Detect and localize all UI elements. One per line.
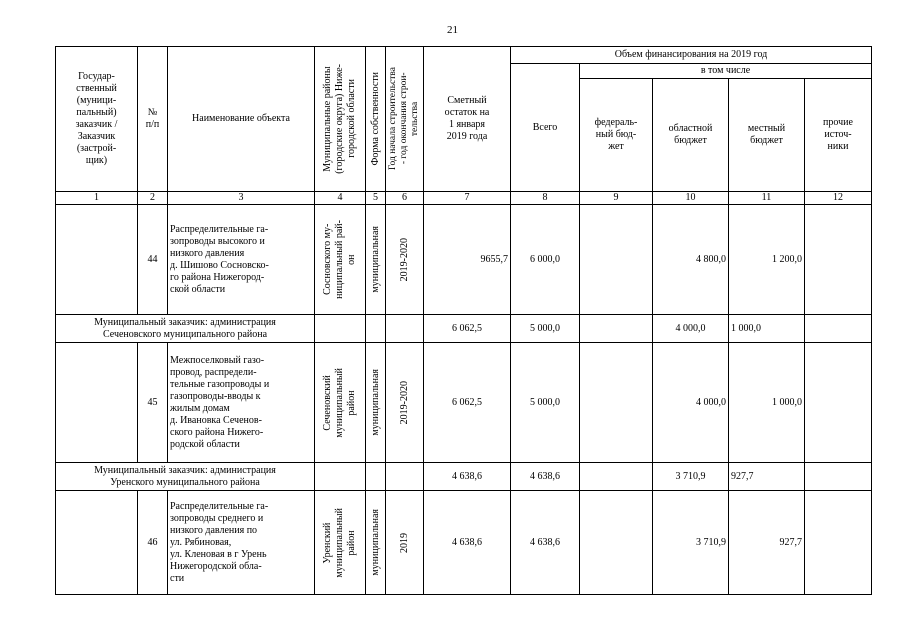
header-regional: областной бюджет <box>653 79 729 192</box>
regional-cell: 4 000,0 <box>653 343 729 463</box>
other-cell <box>805 491 872 595</box>
header-funding-title: Объем финансирования на 2019 год <box>511 47 872 64</box>
col-num: 7 <box>424 192 511 205</box>
header-other: прочие источ- ники <box>805 79 872 192</box>
district-cell: Сеченовский муниципальный район <box>315 343 366 463</box>
col-num: 9 <box>580 192 653 205</box>
object-name: Распределительные га- зопроводы среднего и низкого давления по ул. Рябиновая, ул. Кленовая в г Урень Нижегородской обла- сти <box>168 491 315 595</box>
years-cell: 2019-2020 <box>386 205 424 315</box>
col-num: 6 <box>386 192 424 205</box>
row-num: 45 <box>138 343 168 463</box>
row-num: 46 <box>138 491 168 595</box>
col-num: 11 <box>729 192 805 205</box>
customer-name: Муниципальный заказчик: администрация Сеченовского муниципального района <box>56 315 315 343</box>
ownership-cell: муниципальная <box>366 491 386 595</box>
years-cell: 2019 <box>386 491 424 595</box>
regional-cell: 3 710,9 <box>653 463 729 491</box>
financing-table <box>55 46 872 595</box>
header-balance: Сметный остаток на 1 января 2019 года <box>424 47 511 192</box>
table-row <box>56 343 872 463</box>
header-num: № п/п <box>138 47 168 192</box>
total-cell: 5 000,0 <box>511 343 580 463</box>
table-row <box>56 491 872 595</box>
col-num: 5 <box>366 192 386 205</box>
regional-cell: 3 710,9 <box>653 491 729 595</box>
header-ownership: Форма собственности <box>366 47 386 192</box>
local-cell: 927,7 <box>729 463 805 491</box>
row-num: 44 <box>138 205 168 315</box>
other-cell <box>805 205 872 315</box>
col-num: 10 <box>653 192 729 205</box>
col-num: 3 <box>168 192 315 205</box>
header-districts: Муниципальные районы (городские округа) Ниже- городской области <box>315 47 366 192</box>
other-cell <box>805 343 872 463</box>
col-num: 2 <box>138 192 168 205</box>
page-number: 21 <box>447 24 458 36</box>
object-name: Распределительные га- зопроводы высокого и низкого давления д. Шишово Сосновско- го района Нижегород- ской области <box>168 205 315 315</box>
total-cell: 4 638,6 <box>511 463 580 491</box>
district-cell: Сосновского му- ниципальный рай- он <box>315 205 366 315</box>
col-num: 8 <box>511 192 580 205</box>
customer-name: Муниципальный заказчик: администрация Уренского муниципального района <box>56 463 315 491</box>
local-cell: 1 000,0 <box>729 315 805 343</box>
col-num: 12 <box>805 192 872 205</box>
customer-row <box>56 463 872 491</box>
district-cell: Уренский муниципальный район <box>315 491 366 595</box>
header-local: местный бюджет <box>729 79 805 192</box>
header-object-name: Наименование объекта <box>168 47 315 192</box>
years-cell: 2019-2020 <box>386 343 424 463</box>
total-cell: 5 000,0 <box>511 315 580 343</box>
federal-cell <box>580 205 653 315</box>
federal-cell <box>580 343 653 463</box>
balance-cell: 9655,7 <box>424 205 511 315</box>
balance-cell: 6 062,5 <box>424 343 511 463</box>
header-total: Всего <box>511 64 580 192</box>
table-row <box>56 205 872 315</box>
object-name: Межпоселковый газо- провод, распредели- тельные газопроводы и газопроводы-вводы к жилым домам д. Ивановка Сеченов- ского района Нижего- родской области <box>168 343 315 463</box>
balance-cell: 4 638,6 <box>424 463 511 491</box>
federal-cell <box>580 491 653 595</box>
balance-cell: 4 638,6 <box>424 491 511 595</box>
header-federal: федераль- ный бюд- жет <box>580 79 653 192</box>
header-years: Год начала строительства - год окончания строи- тельства <box>386 47 424 192</box>
ownership-cell: муниципальная <box>366 205 386 315</box>
local-cell: 1 200,0 <box>729 205 805 315</box>
header-including: в том числе <box>580 64 872 79</box>
regional-cell: 4 000,0 <box>653 315 729 343</box>
col-num: 4 <box>315 192 366 205</box>
total-cell: 6 000,0 <box>511 205 580 315</box>
customer-row <box>56 315 872 343</box>
ownership-cell: муниципальная <box>366 343 386 463</box>
column-numbers-row <box>56 192 872 205</box>
regional-cell: 4 800,0 <box>653 205 729 315</box>
header-customer: Государ- ственный (муници- пальный) заказчик / Заказчик (застрой- щик) <box>56 47 138 192</box>
total-cell: 4 638,6 <box>511 491 580 595</box>
balance-cell: 6 062,5 <box>424 315 511 343</box>
local-cell: 927,7 <box>729 491 805 595</box>
col-num: 1 <box>56 192 138 205</box>
local-cell: 1 000,0 <box>729 343 805 463</box>
